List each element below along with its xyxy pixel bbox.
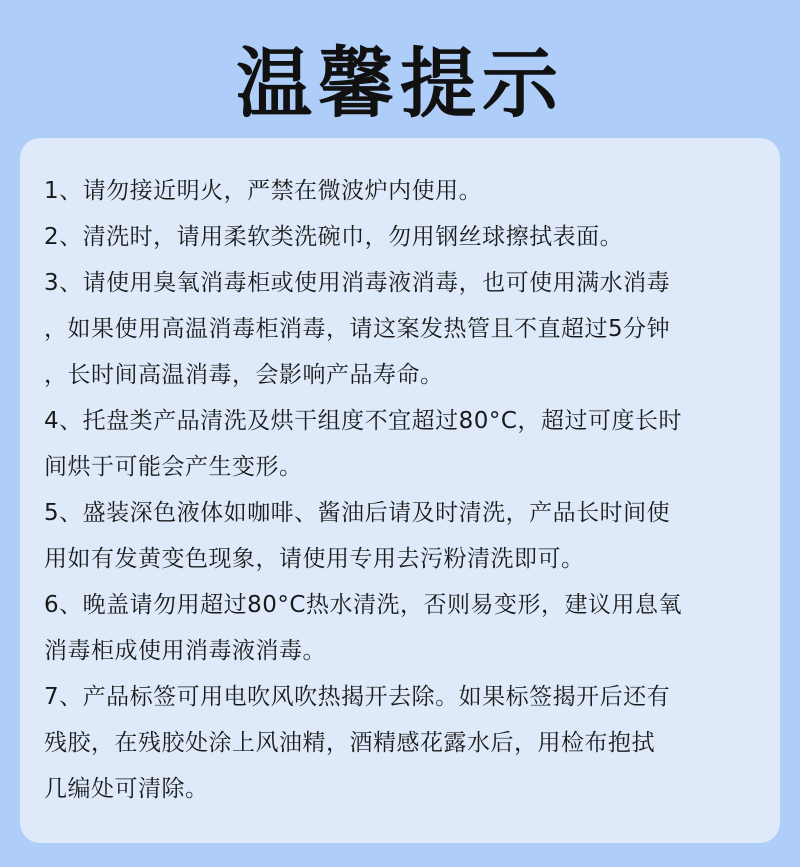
tip-4: [44, 398, 756, 490]
tip-5: [44, 490, 756, 582]
tip-line: 7、产品标签可用电吹风吹热揭开去除。如果标签揭开后还有: [44, 684, 671, 710]
tip-1: [44, 168, 756, 214]
tip-line: 3、请使用臭氧消毒柜或使用消毒液消毒，也可使用满水消毒: [44, 270, 671, 296]
tips-card: [20, 138, 780, 843]
tip-3: [44, 260, 756, 398]
tip-line: 1、请勿接近明火，严禁在微波炉内使用。: [44, 178, 483, 204]
tip-7: [44, 674, 756, 812]
tip-line: 间烘于可能会产生变形。: [44, 454, 303, 480]
tip-line: 消毒柜成使用消毒液消毒。: [44, 638, 326, 664]
tip-line: 2、清洗时，请用柔软类洗碗巾，勿用钢丝球擦拭表面。: [44, 224, 624, 250]
tip-line: 残胶，在残胶处涂上风油精，酒精感花露水后，用检布抱拭: [44, 730, 655, 756]
tip-line: 6、晚盖请勿用超过80°C热水清洗，否则易变形，建议用息氧: [44, 592, 682, 618]
tip-6: [44, 582, 756, 674]
tip-line: 5、盛装深色液体如咖啡、酱油后请及时清洗，产品长时间使: [44, 500, 671, 526]
page-title: 温馨提示: [236, 39, 564, 128]
tip-line: ，长时间高温消毒，会影响产品寿命。: [44, 362, 444, 388]
tip-line: 用如有发黄变色现象，请使用专用去污粉清洗即可。: [44, 546, 585, 572]
tip-line: 几编处可清除。: [44, 776, 209, 802]
tip-2: [44, 214, 756, 260]
tip-line: 4、托盘类产品清洗及烘干组度不宜超过80°C，超过可度长时: [44, 408, 682, 434]
tip-line: ，如果使用高温消毒柜消毒，请这案发热管且不直超过5分钟: [44, 316, 671, 342]
